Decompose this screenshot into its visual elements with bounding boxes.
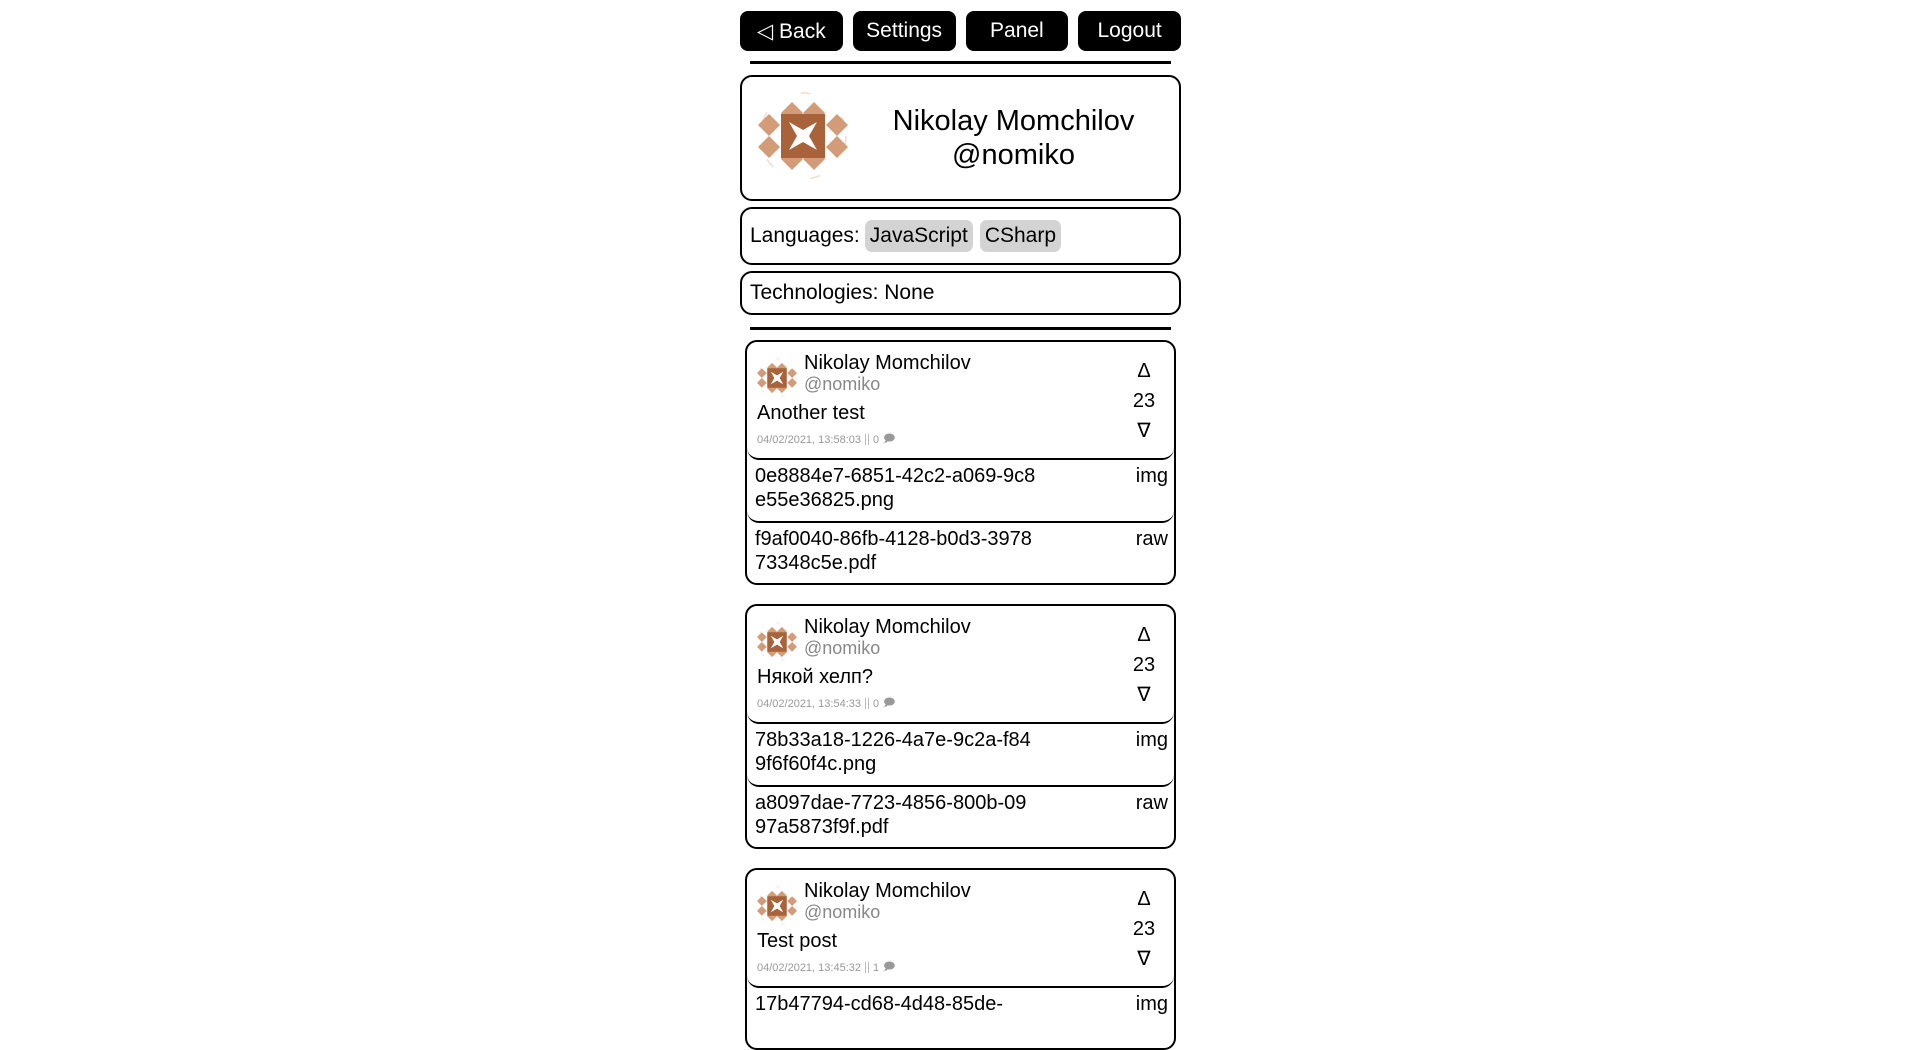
avatar <box>758 91 848 186</box>
attachment-type: img <box>1135 993 1168 1015</box>
back-button[interactable]: ◁ Back <box>740 11 843 51</box>
post-author-handle: @nomiko <box>804 638 881 658</box>
attachment-type: img <box>1135 729 1168 751</box>
downvote-button[interactable]: ∇ <box>1137 684 1151 706</box>
post-author-name[interactable]: Nikolay Momchilov <box>804 352 971 374</box>
post-avatar <box>757 622 797 662</box>
upvote-button[interactable]: Δ <box>1137 360 1151 382</box>
attachment-type: img <box>1135 465 1168 487</box>
settings-button[interactable]: Settings <box>853 11 956 51</box>
profile-handle: @nomiko <box>952 139 1075 171</box>
technologies-label: Technologies: None <box>750 281 935 304</box>
vote-control <box>1124 352 1164 458</box>
downvote-button[interactable]: ∇ <box>1137 948 1151 970</box>
vote-count: 23 <box>1132 918 1156 940</box>
post-header <box>747 342 1174 460</box>
attachment-item[interactable] <box>747 523 1174 583</box>
separator <box>865 698 869 709</box>
attachment-item[interactable] <box>747 787 1174 847</box>
post-date: 04/02/2021, 13:45:32 <box>757 961 861 974</box>
post-content: Test post <box>757 930 838 952</box>
languages-label: Languages: <box>750 224 860 247</box>
post-meta <box>757 694 1124 713</box>
comment-icon[interactable]: 🗩 <box>883 697 896 709</box>
post-date: 04/02/2021, 13:54:33 <box>757 697 861 710</box>
post-date: 04/02/2021, 13:58:03 <box>757 433 861 446</box>
attachment-item[interactable] <box>747 724 1174 787</box>
vote-control <box>1124 616 1164 722</box>
post-avatar <box>757 358 797 398</box>
attachment-type: raw <box>1135 528 1168 550</box>
comment-icon[interactable]: 🗩 <box>883 961 896 973</box>
attachment-type: raw <box>1135 792 1168 814</box>
vote-control <box>1124 880 1164 986</box>
technologies-card <box>740 271 1181 315</box>
attachment-name[interactable]: a8097dae-7723-4856-800b-0997a5873f9f.pdf <box>755 792 1027 838</box>
logout-button[interactable]: Logout <box>1078 11 1181 51</box>
comment-count[interactable]: 1 <box>872 961 880 974</box>
page <box>740 0 1181 1050</box>
post-author-handle: @nomiko <box>804 902 881 922</box>
post-card <box>745 340 1176 585</box>
post-avatar <box>757 886 797 926</box>
vote-count: 23 <box>1132 654 1156 676</box>
post-list <box>745 340 1176 1050</box>
post-meta <box>757 958 1124 977</box>
divider <box>750 61 1171 64</box>
languages-card <box>740 207 1181 265</box>
separator <box>865 962 869 973</box>
post-content: Някой хелп? <box>757 666 873 688</box>
divider <box>750 327 1171 330</box>
attachment-name[interactable]: 78b33a18-1226-4a7e-9c2a-f849f6f60f4c.png <box>755 729 1031 775</box>
post-header <box>747 870 1174 988</box>
separator <box>865 434 869 445</box>
attachment-item[interactable] <box>747 460 1174 523</box>
post-author-name[interactable]: Nikolay Momchilov <box>804 880 971 902</box>
post-author-handle: @nomiko <box>804 374 881 394</box>
attachment-name[interactable]: 0e8884e7-6851-42c2-a069-9c8e55e36825.png <box>755 465 1036 511</box>
upvote-button[interactable]: Δ <box>1137 888 1151 910</box>
post-card <box>745 604 1176 849</box>
nav-bar <box>740 11 1181 51</box>
comment-count[interactable]: 0 <box>872 697 880 710</box>
attachment-name[interactable]: 17b47794-cd68-4d48-85de- <box>755 993 1003 1015</box>
post-author-name[interactable]: Nikolay Momchilov <box>804 616 971 638</box>
language-tag: CSharp <box>980 220 1061 252</box>
post-content: Another test <box>757 402 865 424</box>
profile-card <box>740 75 1181 201</box>
post-meta <box>757 430 1124 449</box>
post-card <box>745 868 1176 1050</box>
attachment-item[interactable] <box>747 988 1174 1048</box>
attachment-name[interactable]: f9af0040-86fb-4128-b0d3-397873348c5e.pdf <box>755 528 1032 574</box>
downvote-button[interactable]: ∇ <box>1137 420 1151 442</box>
profile-name: Nikolay Momchilov <box>892 105 1135 137</box>
comment-count[interactable]: 0 <box>872 433 880 446</box>
post-header <box>747 606 1174 724</box>
upvote-button[interactable]: Δ <box>1137 624 1151 646</box>
language-tag: JavaScript <box>865 220 973 252</box>
panel-button[interactable]: Panel <box>966 11 1069 51</box>
comment-icon[interactable]: 🗩 <box>883 433 896 445</box>
vote-count: 23 <box>1132 390 1156 412</box>
